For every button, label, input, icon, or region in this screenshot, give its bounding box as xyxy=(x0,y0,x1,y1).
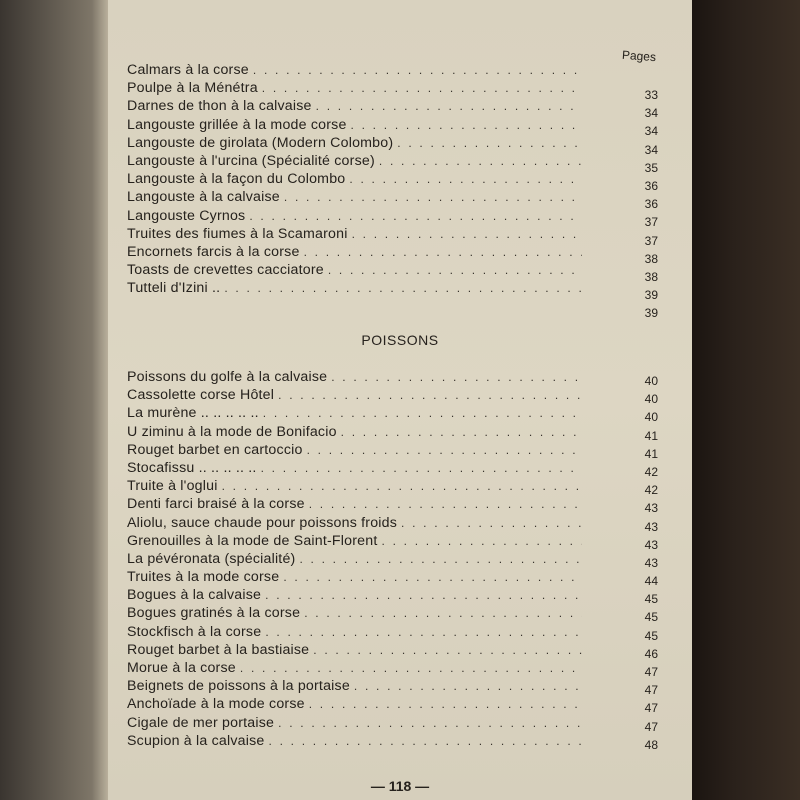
toc-page-number: 36 xyxy=(644,197,658,212)
toc-entry-title: La pévéronata (spécialité) xyxy=(127,550,296,567)
toc-entry xyxy=(127,243,582,261)
dot-leader xyxy=(328,261,582,279)
toc-entry-title: Truite à l'oglui xyxy=(127,478,218,495)
toc-entry xyxy=(127,79,582,97)
dot-leader xyxy=(401,514,582,532)
dot-leader xyxy=(341,423,582,441)
toc-entry xyxy=(127,188,582,206)
toc-page-number: 45 xyxy=(644,610,658,625)
dot-leader xyxy=(352,225,582,243)
dot-leader xyxy=(224,279,582,297)
toc-page-number: 41 xyxy=(644,428,658,443)
toc-entry-title: Stockfisch à la corse xyxy=(127,623,262,640)
toc-entry-title: Calmars à la corse xyxy=(127,62,249,78)
toc-page-number: 46 xyxy=(644,646,658,661)
toc-page-number: 47 xyxy=(644,701,658,716)
dot-leader xyxy=(299,550,582,568)
page-folio: — 118 — xyxy=(370,778,430,794)
toc-entry-title: La murène .. .. .. .. .. xyxy=(127,405,259,422)
toc-entry-title: Tutteli d'Izini .. xyxy=(127,280,221,297)
toc-entry xyxy=(127,170,582,188)
toc-entry-title: Darnes de thon à la calvaise xyxy=(127,98,312,115)
toc-page-number: 48 xyxy=(644,737,658,752)
dot-leader xyxy=(307,441,582,459)
toc-entry xyxy=(127,659,582,677)
toc-page-number: 34 xyxy=(644,124,658,139)
toc-entry xyxy=(127,604,582,622)
toc-entry-title: Poulpe à la Ménétra xyxy=(127,80,258,97)
dot-leader xyxy=(249,207,582,225)
toc-entry xyxy=(127,550,582,568)
toc-page-number: 34 xyxy=(644,106,658,121)
dot-leader xyxy=(316,97,582,115)
section2-entry-list xyxy=(127,368,582,750)
toc-entry-title: Beignets de poissons à la portaise xyxy=(127,678,350,695)
toc-entry xyxy=(127,261,582,279)
toc-entry-title: Truites à la mode corse xyxy=(127,569,280,586)
toc-entry-title: Stocafissu .. .. .. .. .. xyxy=(127,459,257,476)
toc-page-number: 42 xyxy=(644,483,658,498)
toc-entry xyxy=(127,386,582,404)
toc-entry xyxy=(127,641,582,659)
dot-leader xyxy=(382,532,583,550)
toc-entry-title: Bogues gratinés à la corse xyxy=(127,605,301,622)
section1-page-numbers xyxy=(628,86,658,322)
toc-entry-title: Morue à la corse xyxy=(127,660,236,676)
dot-leader xyxy=(265,586,582,604)
background-right xyxy=(690,0,800,800)
toc-entry xyxy=(127,459,582,477)
toc-entry xyxy=(127,532,582,550)
toc-entry-title: Poissons du golfe à la calvaise xyxy=(127,369,328,385)
toc-entry xyxy=(127,623,582,641)
toc-entry xyxy=(127,134,582,152)
pages-column-header: Pages xyxy=(621,47,657,65)
toc-entry xyxy=(127,477,582,495)
toc-entry-title: Rouget barbet en cartoccio xyxy=(127,441,303,458)
toc-entry-title: Toasts de crevettes cacciatore xyxy=(127,262,324,279)
book-gutter-left xyxy=(0,0,108,800)
toc-page-number: 45 xyxy=(644,592,658,607)
toc-page-number: 41 xyxy=(644,446,658,461)
toc-entry-title: Encornets farcis à la corse xyxy=(127,243,300,260)
toc-page-number: 35 xyxy=(644,160,658,175)
toc-page-number: 38 xyxy=(644,269,658,284)
dot-leader xyxy=(278,714,582,732)
toc-entry xyxy=(127,152,582,170)
dot-leader xyxy=(284,188,582,206)
toc-page-number: 39 xyxy=(644,288,658,303)
dot-leader xyxy=(262,79,582,97)
toc-entry-title: Rouget barbet à la bastiaise xyxy=(127,641,310,658)
toc-entry xyxy=(127,695,582,713)
toc-entry-title: Truites des fiumes à la Scamaroni xyxy=(127,225,348,242)
toc-entry xyxy=(127,568,582,586)
toc-entry-title: Grenouilles à la mode de Saint-Florent xyxy=(127,532,378,549)
toc-page-number: 42 xyxy=(644,464,658,479)
toc-page-number: 47 xyxy=(644,719,658,734)
toc-entry-title: Langouste de girolata (Modern Colombo) xyxy=(127,134,394,151)
toc-page-number: 43 xyxy=(644,519,658,534)
toc-entry xyxy=(127,441,582,459)
toc-entry xyxy=(127,116,582,134)
dot-leader xyxy=(313,641,582,659)
toc-entry-title: Langouste à l'urcina (Spécialité corse) xyxy=(127,152,375,169)
dot-leader xyxy=(261,459,582,477)
toc-page-number: 37 xyxy=(644,215,658,230)
toc-entry xyxy=(127,714,582,732)
dot-leader xyxy=(309,495,582,513)
toc-entry-title: Langouste Cyrnos xyxy=(127,207,246,224)
toc-page-number: 44 xyxy=(644,574,658,589)
toc-entry xyxy=(127,97,582,115)
toc-entry xyxy=(127,677,582,695)
toc-page-number: 40 xyxy=(644,392,658,407)
toc-page-number: 33 xyxy=(644,88,658,102)
toc-entry xyxy=(127,368,582,386)
toc-entry xyxy=(127,495,582,513)
toc-entry-title: U ziminu à la mode de Bonifacio xyxy=(127,423,337,440)
toc-page-number: 38 xyxy=(644,251,658,266)
toc-page-number: 43 xyxy=(644,555,658,570)
toc-entry xyxy=(127,586,582,604)
toc-entry xyxy=(127,207,582,225)
dot-leader xyxy=(269,732,583,750)
toc-entry-title: Bogues à la calvaise xyxy=(127,587,262,604)
dot-leader xyxy=(349,170,582,188)
toc-page-number: 43 xyxy=(644,537,658,552)
toc-page-number: 47 xyxy=(644,665,658,679)
toc-entry xyxy=(127,732,582,750)
dot-leader xyxy=(331,368,582,386)
book-page xyxy=(108,0,692,800)
toc-entry-title: Cassolette corse Hôtel xyxy=(127,387,275,404)
dot-leader xyxy=(397,134,582,152)
toc-entry-title: Cigale de mer portaise xyxy=(127,714,275,731)
toc-entry xyxy=(127,225,582,243)
toc-page-number: 40 xyxy=(644,410,658,425)
dot-leader xyxy=(265,623,582,641)
toc-page-number: 36 xyxy=(644,178,658,193)
dot-leader xyxy=(304,604,582,622)
toc-entry-title: Langouste à la calvaise xyxy=(127,189,280,206)
dot-leader xyxy=(283,568,582,586)
toc-entry-title: Langouste à la façon du Colombo xyxy=(127,171,346,188)
toc-page-number: 39 xyxy=(644,306,658,321)
toc-page-number: 34 xyxy=(644,142,658,157)
toc-page-number: 40 xyxy=(644,374,658,388)
dot-leader xyxy=(351,116,582,134)
toc-entry xyxy=(127,404,582,422)
section1-entry-list xyxy=(127,61,582,297)
toc-page-number: 47 xyxy=(644,683,658,698)
toc-entry xyxy=(127,423,582,441)
toc-entry xyxy=(127,514,582,532)
toc-entry-title: Scupion à la calvaise xyxy=(127,732,265,749)
dot-leader xyxy=(263,404,582,422)
dot-leader xyxy=(278,386,582,404)
toc-entry xyxy=(127,61,582,79)
dot-leader xyxy=(309,695,582,713)
toc-entry-title: Aliolu, sauce chaude pour poissons froids xyxy=(127,514,398,531)
toc-page-number: 37 xyxy=(644,233,658,248)
toc-page-number: 45 xyxy=(644,628,658,643)
toc-entry xyxy=(127,279,582,297)
toc-page-number: 43 xyxy=(644,501,658,516)
dot-leader xyxy=(222,477,582,495)
toc-entry-title: Denti farci braisé à la corse xyxy=(127,496,305,513)
dot-leader xyxy=(304,243,582,261)
toc-entry-title: Anchoïade à la mode corse xyxy=(127,696,305,713)
section2-page-numbers xyxy=(628,372,658,754)
toc-entry-title: Langouste grillée à la mode corse xyxy=(127,116,347,133)
dot-leader xyxy=(379,152,582,170)
dot-leader xyxy=(253,61,582,79)
section-title-poissons: POISSONS xyxy=(361,332,439,348)
dot-leader xyxy=(354,677,582,695)
dot-leader xyxy=(240,659,582,677)
